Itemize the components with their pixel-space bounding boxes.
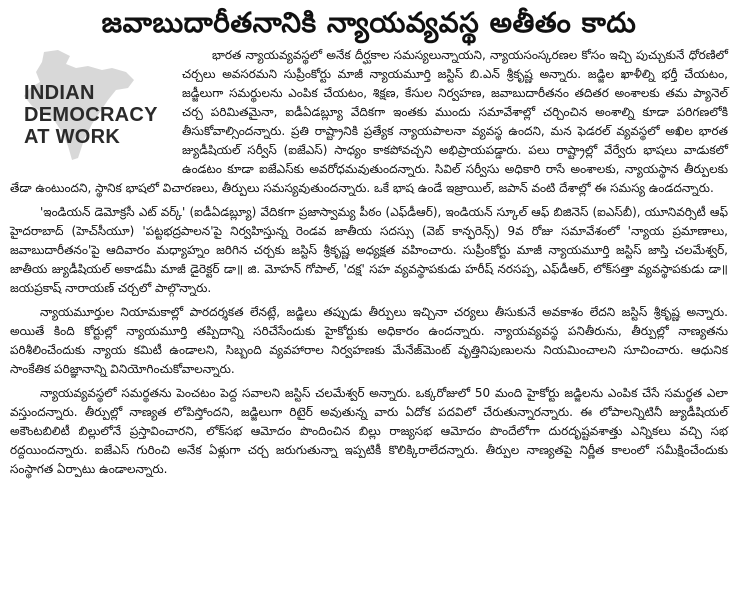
logo-line-2: DEMOCRACY [24,104,158,126]
paragraph-2: 'ఇండియన్ డెమోక్రసీ ఎట్ వర్క్' (ఐడీఏడబ్ల్యూ) వేదికగా ప్రజాస్వామ్య పీఠం (ఎఫ్‌డీఆర్), ఇండియన్ స్కూల్ ఆఫ్ బిజినెస్ (ఐఎస్‌బీ), యూనివర్సిటీ ఆఫ్ హైదరాబాద్ (హెచ్‌సీయూ) 'పట్టభద్రపాలన'పై నిర్వహిస్తున్న రెండవ జాతీయ సదస్సు (వెబ్ కాన్ఫరెన్స్) 9వ రోజు సమావేశంలో 'న్యాయ ప్రమాణాలు, జవాబుదారీతనం'పై ఆదివారం మధ్యాహ్నం జరిగిన చర్చకు జస్టిస్ శ్రీకృష్ణ అధ్యక్షత వహించారు. సుప్రీంకోర్టు మాజీ న్యాయమూర్తి జస్టిస్ జాస్తి చలమేశ్వర్, జాతీయ జ్యుడీషియల్ అకాడమీ మాజీ డైరెక్టర్ డా॥ జి. మోహన్ గోపాల్, 'దక్ష' సహ వ్యవస్థాపకుడు హరీష్ నరసప్ప, ఎఫ్‌డీఆర్, లోక్‌సత్తా వ్యవస్థాపకుడు డా॥ జయప్రకాష్ నారాయణ్ చర్చలో పాల్గొన్నారు. [10,205,728,295]
paragraph-4: న్యాయవ్యవస్థలో సమర్థతను పెంచటం పెద్ద సవాలని జస్టిస్ చలమేశ్వర్ అన్నారు. ఒక్కరోజులో 50 మంది హైకోర్టు జడ్జిలను ఎంపిక చేసే సమర్థత ఎలా వస్తుందన్నారు. తీర్పుల్లో నాణ్యత లోపిస్తోందని, జడ్జిలుగా రిటైర్‌ అవుతున్న వారు ఏదోక పదవిలో చేరుతున్నారన్నారు. ఈ లోపాలన్నిటినీ జ్యుడీషియల్ అకౌంటబిలిటీ బిల్లులోనే ప్రస్తావించారని, లోక్‌సభ ఆమోదం పొందించిన బిల్లు రాజ్యసభ ఆమోదం పొందేలోగా దురదృష్టవశాత్తు ఎన్నికలు వచ్చి సభ రద్దయిందన్నారు. ఐజేఎస్ గురించి అనేక ఏళ్లుగా చర్చ జరుగుతున్నా ఇప్పటికీ కొలిక్కిరాలేదన్నారు. తీర్పుల నాణ్యతపై నిర్ణీత కాలంలో సమీక్షించేందుకు సంస్థాగత ఏర్పాటు ఉండాలన్నారు. [10,386,728,476]
paragraph-3: న్యాయమూర్తుల నియామకాల్లో పారదర్శకత లేనట్లే, జడ్జిలు తప్పుడు తీర్పులు ఇచ్చినా చర్యలు తీసుకునే అవకాశం లేదని జస్టిస్ శ్రీకృష్ణ అన్నారు. అయితే కింది కోర్టుల్లో న్యాయమూర్తి తప్పిదాన్ని సరిచేసేందుకు హైకోర్టుకు అధికారం ఉందన్నారు. న్యాయవ్యవస్థ పనితీరును, తీర్పుల్లో నాణ్యతను పరిశీలించేందుకు న్యాయ కమిటీ ఉండాలని, సిబ్బంది వ్యవహారాల నిర్వహణకు మేనేజ్‌మెంట్ వృత్తినిపుణులను నియమించాలని సూచించారు. ఆధునిక సాంకేతిక పరిజ్ఞానాన్ని వినియోగించుకోవాలన్నారు. [10,305,728,376]
indian-democracy-at-work-logo [10,46,168,164]
logo-line-1: INDIAN [24,82,95,104]
logo-line-3: AT WORK [24,126,121,148]
logo-text [24,82,168,148]
paragraph-1: భారత న్యాయవ్యవస్థలో అనేక దీర్ఘకాల సమస్యలున్నాయని, న్యాయసంస్కరణల కోసం ఇచ్చి పుచ్చుకునే ధోరణిలో చర్చలు అవసరమని సుప్రీంకోర్టు మాజీ న్యాయమూర్తి జస్టిస్ బి.ఎన్ శ్రీకృష్ణ అన్నారు. జడ్జిల ఖాళీల్ని భర్తీ చేయటం, జడ్జీలుగా సమర్థులను ఎంపిక చేయటం, శిక్షణ, కేసుల నిర్వహణ, జవాబుదారీతనం తదితర అంశాలకు తమ ప్యానెల్ చర్చ పరిమితమైనా, ఐడీఏడబ్ల్యూ వేదికగా ఇంతకు ముందు సమావేశాల్లో చర్చించిన అంశాల్ని కూడా పరిగణలోకి తీసుకోవాల్సిందన్నారు. ప్రతి రాష్ట్రానికి ప్రత్యేక న్యాయపాలనా వ్యవస్థ ఉందని, మన ఫెడరల్ వ్యవస్థలో అఖిల భారత జ్యుడీషియల్ సర్వీస్ (ఐజేఎస్) సాధ్యం కాకపోవచ్చని అభిప్రాయపడ్డారు. పలు రాష్ట్రాల్లో వేర్వేరు భాషలు వాడుకలో ఉండటం కూడా ఐజేఎస్‌కు అవరోధమవుతుందన్నారు. సివిల్ సర్వీసు అధికారి రాసే అంశాలకు, న్యాయస్థాన తీర్పులకు తేడా ఉంటుందని, స్థానిక భాషలో విచారణలు, తీర్పులు సమస్యవుతుందన్నారు. ఒకే భాష ఉండే ఇజ్రాయిల్, జపాన్ వంటి దేశాల్లో ఈ సమస్య ఉండదన్నారు. [10,48,728,195]
headline: జవాబుదారీతనానికి న్యాయవ్యవస్థ అతీతం కాదు [101,6,637,39]
